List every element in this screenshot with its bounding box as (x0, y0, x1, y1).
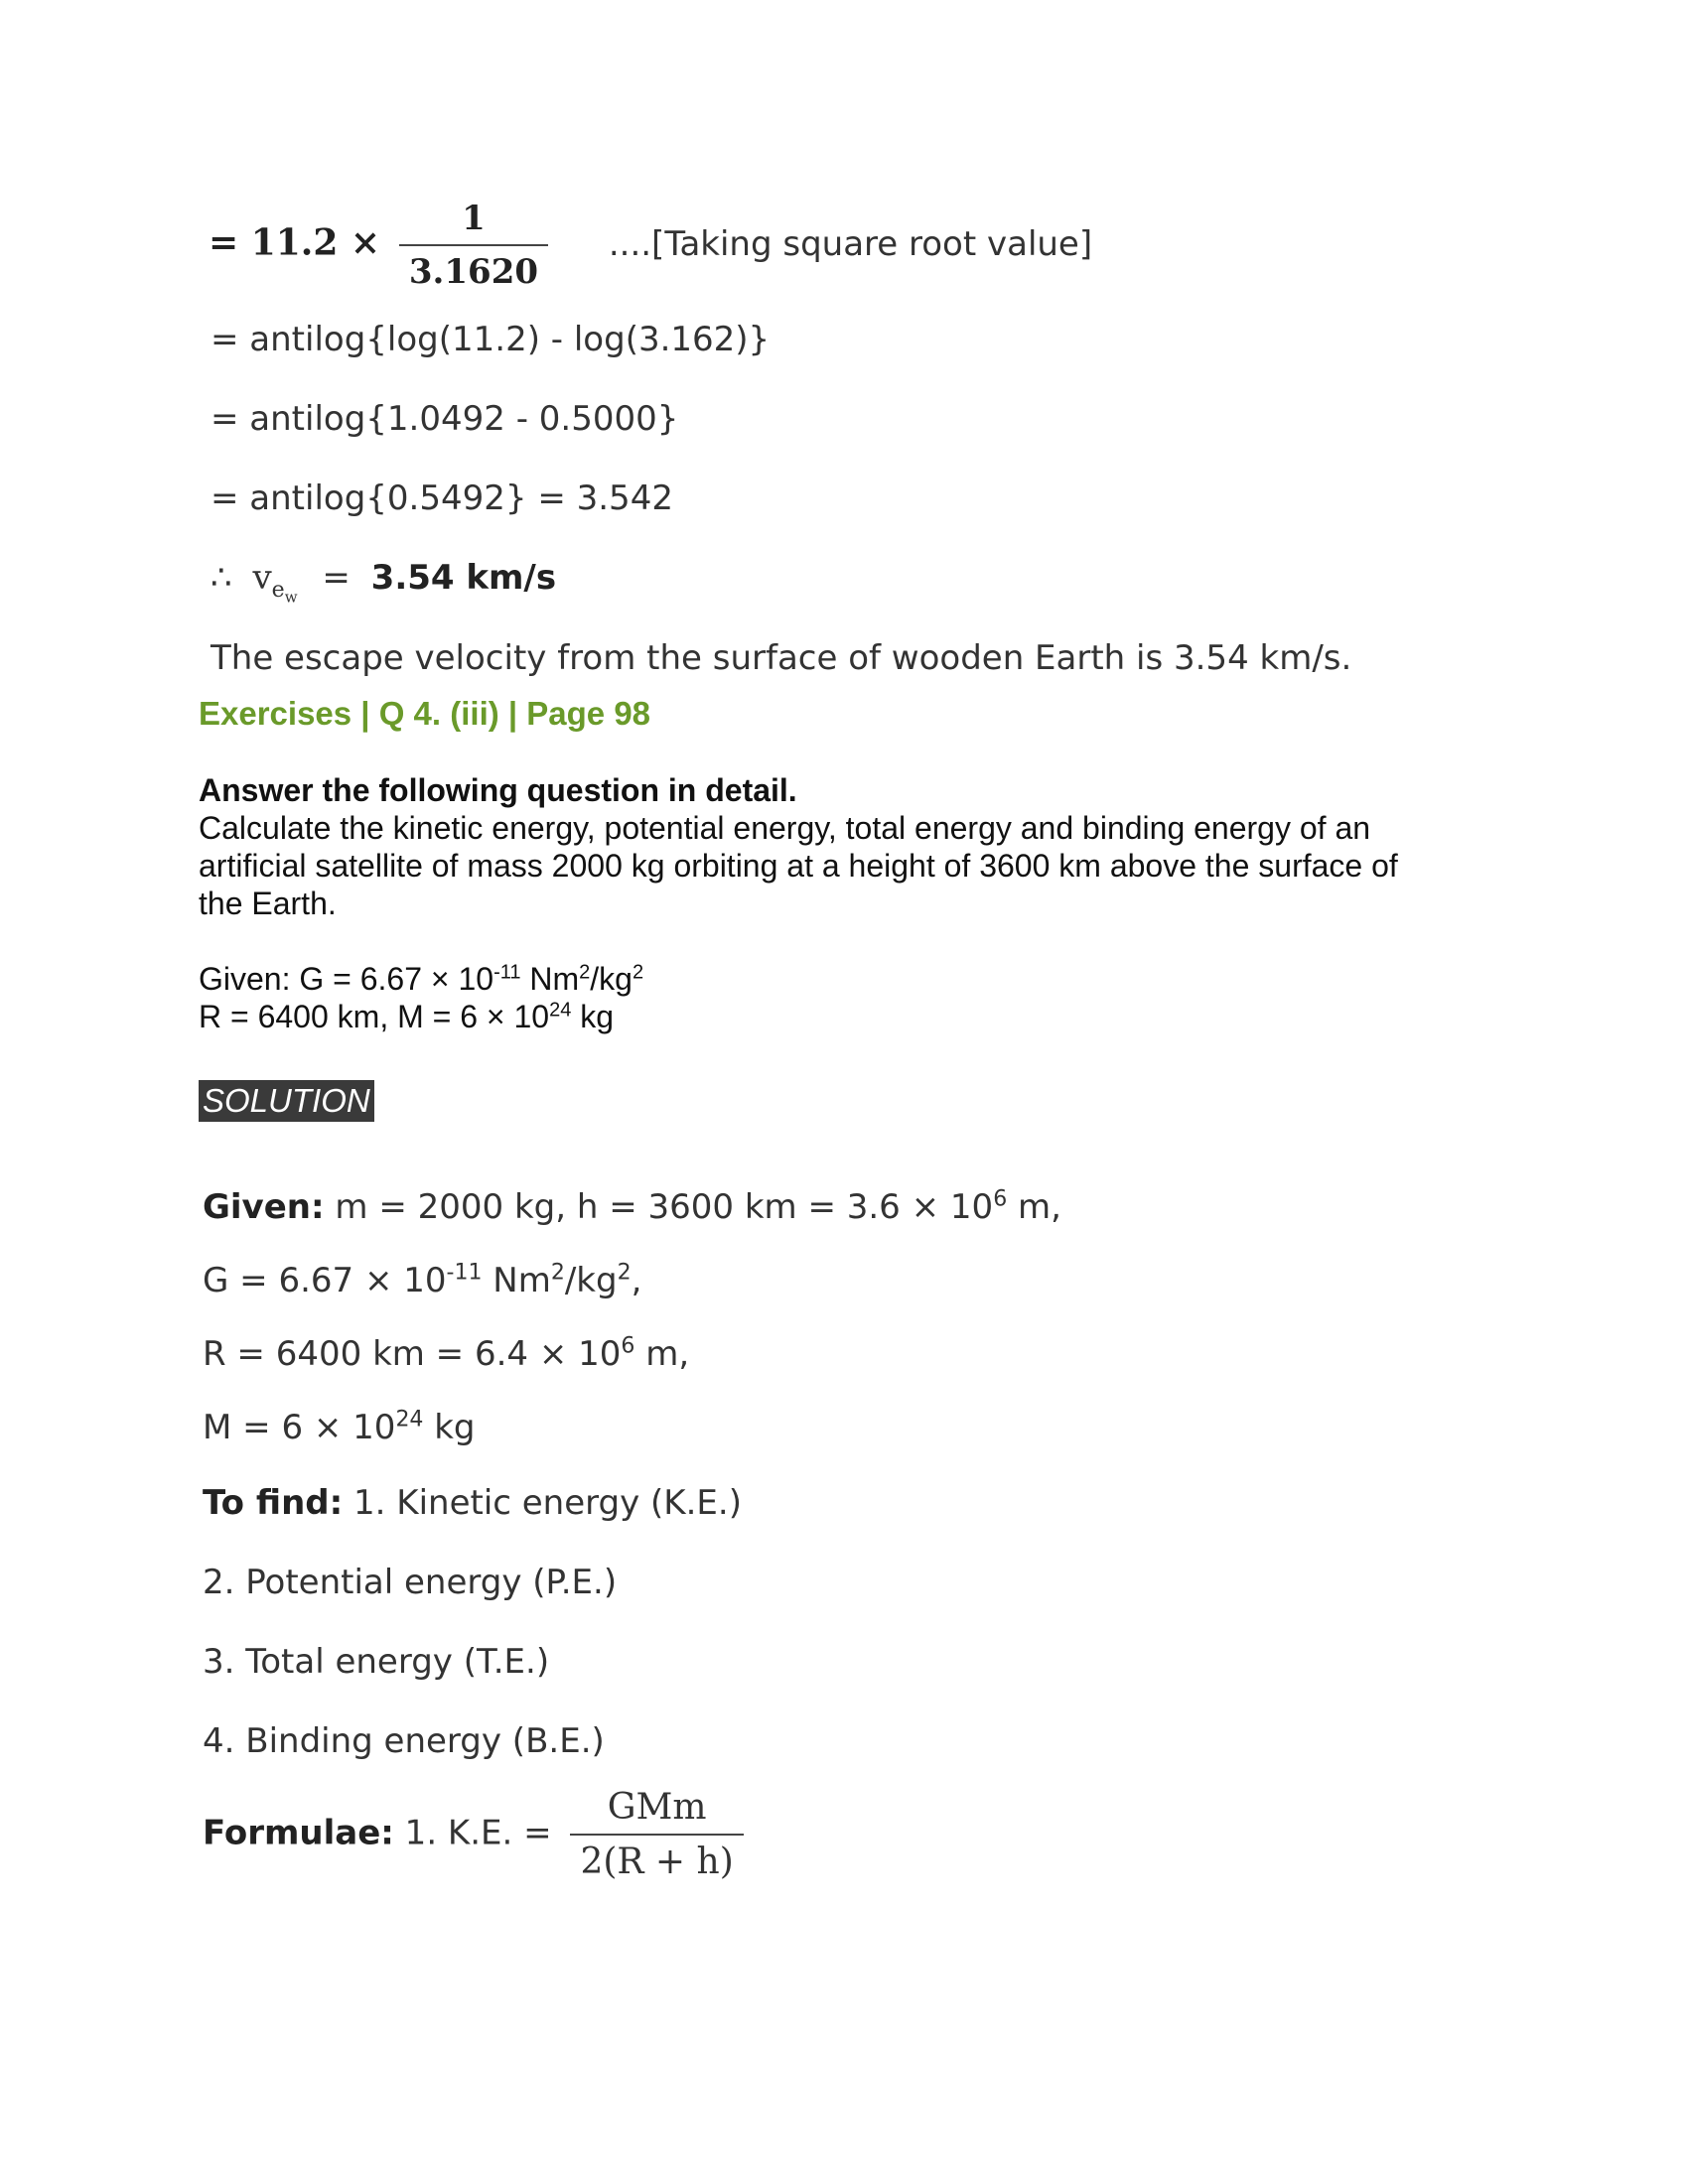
solution-given-line-4 (203, 1408, 476, 1447)
calc-line-4: = antilog{0.5492} = 3.542 (211, 478, 673, 518)
solution-given4-b: kg (423, 1408, 476, 1447)
calc-fraction-numerator: 1 (399, 199, 548, 246)
solution-given1-b: m, (1007, 1187, 1061, 1227)
calc-line-2: = antilog{log(11.2) - log(3.162)} (211, 320, 771, 359)
velocity-sub-w: w (284, 588, 298, 607)
solution-given-line-2 (203, 1261, 641, 1300)
solution-given3-a: R = 6400 km = 6.4 × 10 (203, 1334, 622, 1374)
solution-given1-a: m = 2000 kg, h = 3600 km = 3.6 × 10 (324, 1187, 994, 1227)
tofind-item-1: 1. Kinetic energy (K.E.) (343, 1483, 742, 1523)
solution-given2-b: Nm (482, 1261, 551, 1300)
solution-given2-c: /kg (564, 1261, 618, 1300)
tofind-item-4: 4. Binding energy (B.E.) (203, 1721, 605, 1761)
given1-text-a: Given: G = 6.67 × 10 (199, 961, 494, 997)
given1-text-b: Nm (520, 961, 580, 997)
solution-given-line-1 (203, 1187, 1061, 1227)
given2-text-b: kg (571, 999, 615, 1034)
formula-prefix: 1. K.E. = (393, 1813, 552, 1853)
given1-exp2: 2 (579, 961, 591, 984)
ke-formula-denominator: 2(R + h) (580, 1842, 734, 1882)
ke-formula-numerator: GMm (570, 1787, 743, 1836)
calc-note: ....[Taking square root value] (608, 223, 1093, 264)
given1-text-c: /kg (590, 961, 633, 997)
solution-tag: SOLUTION (199, 1080, 374, 1122)
solution-given2-a: G = 6.67 × 10 (203, 1261, 447, 1300)
given1-exp: -11 (493, 961, 521, 984)
result-equals: = (322, 558, 351, 598)
question-line-3: the Earth. (199, 886, 337, 921)
solution-given3-b: m, (634, 1334, 690, 1374)
given1-exp3: 2 (632, 961, 644, 984)
calc-result-line (211, 558, 557, 607)
calc-fraction (399, 199, 548, 292)
velocity-sub-e: e (271, 577, 285, 603)
calc-conclusion: The escape velocity from the surface of wooden Earth is 3.54 km/s. (211, 638, 1352, 678)
question-given-line-2 (199, 999, 614, 1035)
tofind-item-2: 2. Potential energy (P.E.) (203, 1563, 618, 1602)
solution-given2-exp2: 2 (550, 1260, 565, 1286)
solution-tofind-line-1 (203, 1483, 742, 1523)
calc-fraction-line (209, 199, 1092, 292)
ke-formula-fraction (570, 1787, 743, 1882)
tofind-label: To find: (203, 1483, 344, 1523)
therefore-symbol: ∴ (211, 558, 232, 598)
solution-given-line-3 (203, 1334, 689, 1374)
formulae-label: Formulae: (203, 1813, 394, 1853)
solution-formulae-line (203, 1787, 744, 1882)
solution-given1-exp: 6 (993, 1186, 1008, 1212)
calc-line-3: = antilog{1.0492 - 0.5000} (211, 399, 679, 439)
solution-given4-a: M = 6 × 10 (203, 1408, 396, 1447)
solution-given2-exp3: 2 (617, 1260, 632, 1286)
solution-given4-exp: 24 (395, 1407, 424, 1433)
question-given-line-1 (199, 961, 643, 998)
calc-fraction-denominator: 3.1620 (408, 252, 539, 292)
given2-exp: 24 (549, 999, 572, 1022)
question-line-2: artificial satellite of mass 2000 kg orbiting at a height of 3600 km above the surface of (199, 848, 1398, 884)
result-value: 3.54 km/s (370, 558, 557, 598)
velocity-v: v (252, 558, 272, 598)
tofind-item-3: 3. Total energy (T.E.) (203, 1642, 550, 1682)
given-label: Given: (203, 1187, 325, 1227)
exercise-heading: Exercises | Q 4. (iii) | Page 98 (199, 695, 651, 732)
solution-given2-d: , (631, 1261, 642, 1300)
question-instruction: Answer the following question in detail. (199, 772, 797, 808)
solution-given2-exp: -11 (446, 1260, 483, 1286)
solution-given3-exp: 6 (621, 1333, 635, 1359)
velocity-symbol (252, 558, 298, 607)
calc-prefix: = 11.2 × (209, 221, 381, 264)
question-line-1: Calculate the kinetic energy, potential energy, total energy and binding energy of an (199, 810, 1371, 846)
given2-text-a: R = 6400 km, M = 6 × 10 (199, 999, 550, 1034)
